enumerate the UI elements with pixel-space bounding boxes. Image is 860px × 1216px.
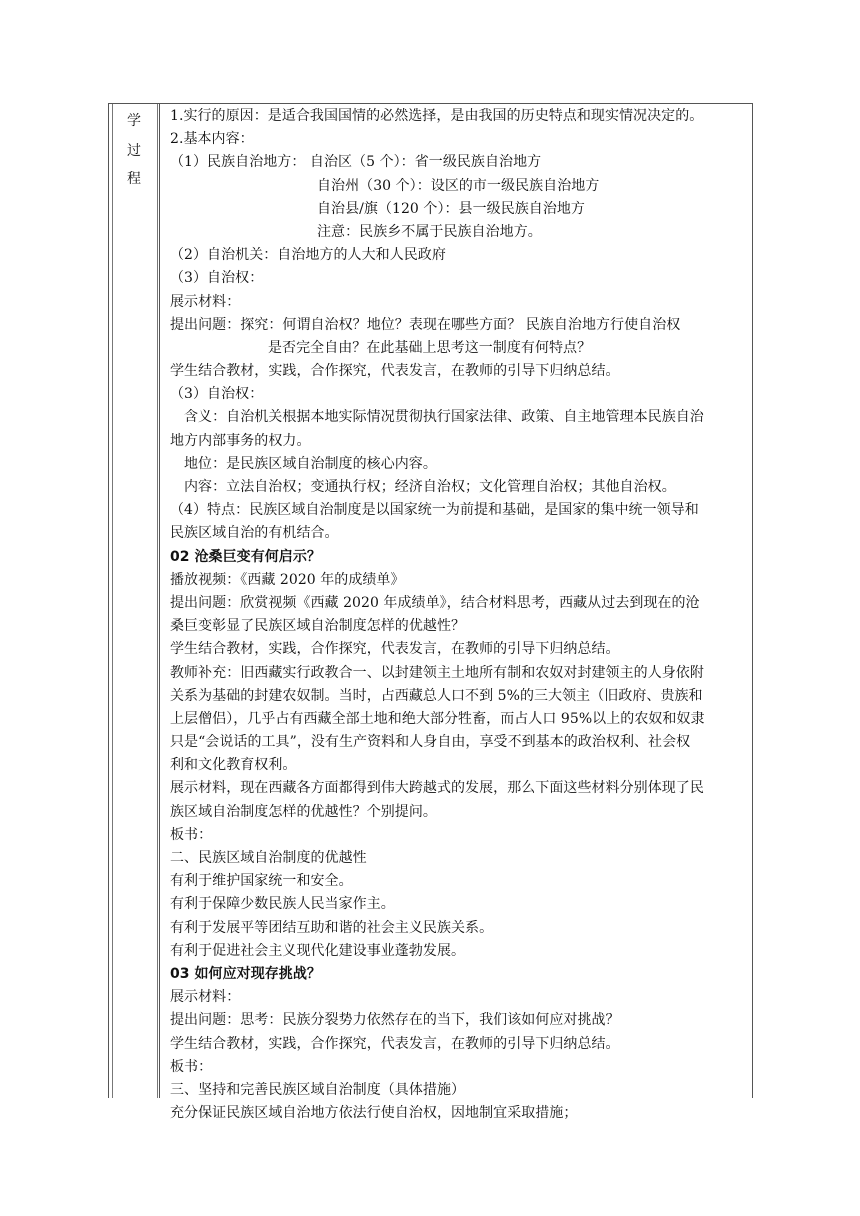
- text-line: 地方内部事务的权力。: [170, 432, 311, 449]
- text-line: 上层僧侣），几乎占有西藏全部土地和绝大部分牲畜，而占人口 95%以上的农奴和奴隶: [170, 710, 705, 727]
- text-line: 提出问题：欣赏视频《西藏 2020 年成绩单》，结合材料思考，西藏从过去到现在的沧: [170, 594, 700, 611]
- text-line: （1）民族自治地方： 自治区（5 个）：省一级民族自治地方: [170, 154, 542, 171]
- text-line: 民族区域自治的有机结合。: [170, 525, 339, 542]
- text-line: （4）特点：民族区域自治制度是以国家统一为前提和基础，是国家的集中统一领导和: [170, 502, 699, 519]
- text-line: 板书：: [170, 826, 213, 843]
- section-heading: 02 沧桑巨变有何启示？: [170, 548, 321, 565]
- text-line: 利和文化教育权利。: [170, 757, 297, 774]
- text-line: 族区域自治制度怎样的优越性？个别提问。: [170, 803, 437, 820]
- lesson-table: [108, 103, 753, 1122]
- text-line: 学生结合教材，实践，合作探究，代表发言，在教师的引导下归纳总结。: [170, 1035, 620, 1052]
- section-label-cell: [109, 104, 160, 1098]
- text-line: 展示材料：: [170, 293, 241, 310]
- text-line: 2.基本内容：: [170, 131, 254, 148]
- text-line: 展示材料：: [170, 989, 241, 1006]
- text-line: 是否完全自由？在此基础上思考这一制度有何特点？: [268, 339, 592, 356]
- text-line: 有利于促进社会主义现代化建设事业蓬勃发展。: [170, 942, 466, 959]
- text-line: 关系为基础的封建农奴制。当时，占西藏总人口不到 5%的三大领主（旧政府、贵族和: [170, 687, 703, 704]
- text-line: 播放视频：《西藏 2020 年的成绩单》: [170, 571, 405, 588]
- text-line: 展示材料，现在西藏各方面都得到伟大跨越式的发展，那么下面这些材料分别体现了民: [170, 780, 704, 797]
- section-label-char: 程: [127, 171, 141, 187]
- text-line: 三、坚持和完善民族区域自治制度（具体措施）: [170, 1081, 466, 1098]
- text-line: 地位：是民族区域自治制度的核心内容。: [184, 455, 437, 472]
- text-line: 自治州（30 个）：设区的市一级民族自治地方: [317, 177, 600, 194]
- text-line: 学生结合教材，实践，合作探究，代表发言，在教师的引导下归纳总结。: [170, 641, 620, 658]
- text-line: 学生结合教材，实践，合作探究，代表发言，在教师的引导下归纳总结。: [170, 363, 620, 380]
- text-line: 内容：立法自治权；变通执行权；经济自治权；文化管理自治权；其他自治权。: [184, 479, 676, 495]
- section-heading: 03 如何应对现存挑战？: [170, 965, 321, 982]
- section-label-char: 学: [127, 113, 141, 129]
- text-line: 教师补充：旧西藏实行政教合一、以封建领主土地所有制和农奴对封建领主的人身依附: [170, 664, 704, 681]
- text-line: 有利于维护国家统一和安全。: [170, 873, 353, 890]
- text-line: 板书：: [170, 1058, 213, 1075]
- text-line: 注意：民族乡不属于民族自治地方。: [317, 223, 542, 240]
- label-cell-inner-border: [112, 104, 158, 1098]
- text-line: （3）自治权：: [170, 270, 264, 287]
- lesson-content: [170, 105, 748, 1125]
- text-line: 有利于发展平等团结互助和谐的社会主义民族关系。: [170, 919, 494, 936]
- text-line: （2）自治机关：自治地方的人大和人民政府: [170, 247, 446, 264]
- text-line: 桑巨变彰显了民族区域自治制度怎样的优越性？: [170, 618, 466, 635]
- text-line: 二、民族区域自治制度的优越性: [170, 850, 367, 866]
- text-line: （3）自治权：: [170, 386, 264, 403]
- text-line: 有利于保障少数民族人民当家作主。: [170, 896, 395, 913]
- section-label-char: 过: [127, 143, 141, 159]
- text-line: 1.实行的原因：是适合我国国情的必然选择，是由我国的历史特点和现实情况决定的。: [170, 108, 704, 124]
- text-line: 提出问题：思考：民族分裂势力依然存在的当下，我们该如何应对挑战？: [170, 1012, 620, 1029]
- text-line: 只是“会说话的工具”，没有生产资料和人身自由，享受不到基本的政治权利、社会权: [170, 734, 691, 751]
- text-line: 含义：自治机关根据本地实际情况贯彻执行国家法律、政策、自主地管理本民族自治: [184, 409, 704, 426]
- text-line: 提出问题：探究：何谓自治权？地位？表现在哪些方面？ 民族自治地方行使自治权: [170, 316, 681, 333]
- text-line: 充分保证民族区域自治地方依法行使自治权，因地制宜采取措施；: [170, 1105, 578, 1122]
- text-line: 自治县/旗（120 个）：县一级民族自治地方: [317, 200, 585, 217]
